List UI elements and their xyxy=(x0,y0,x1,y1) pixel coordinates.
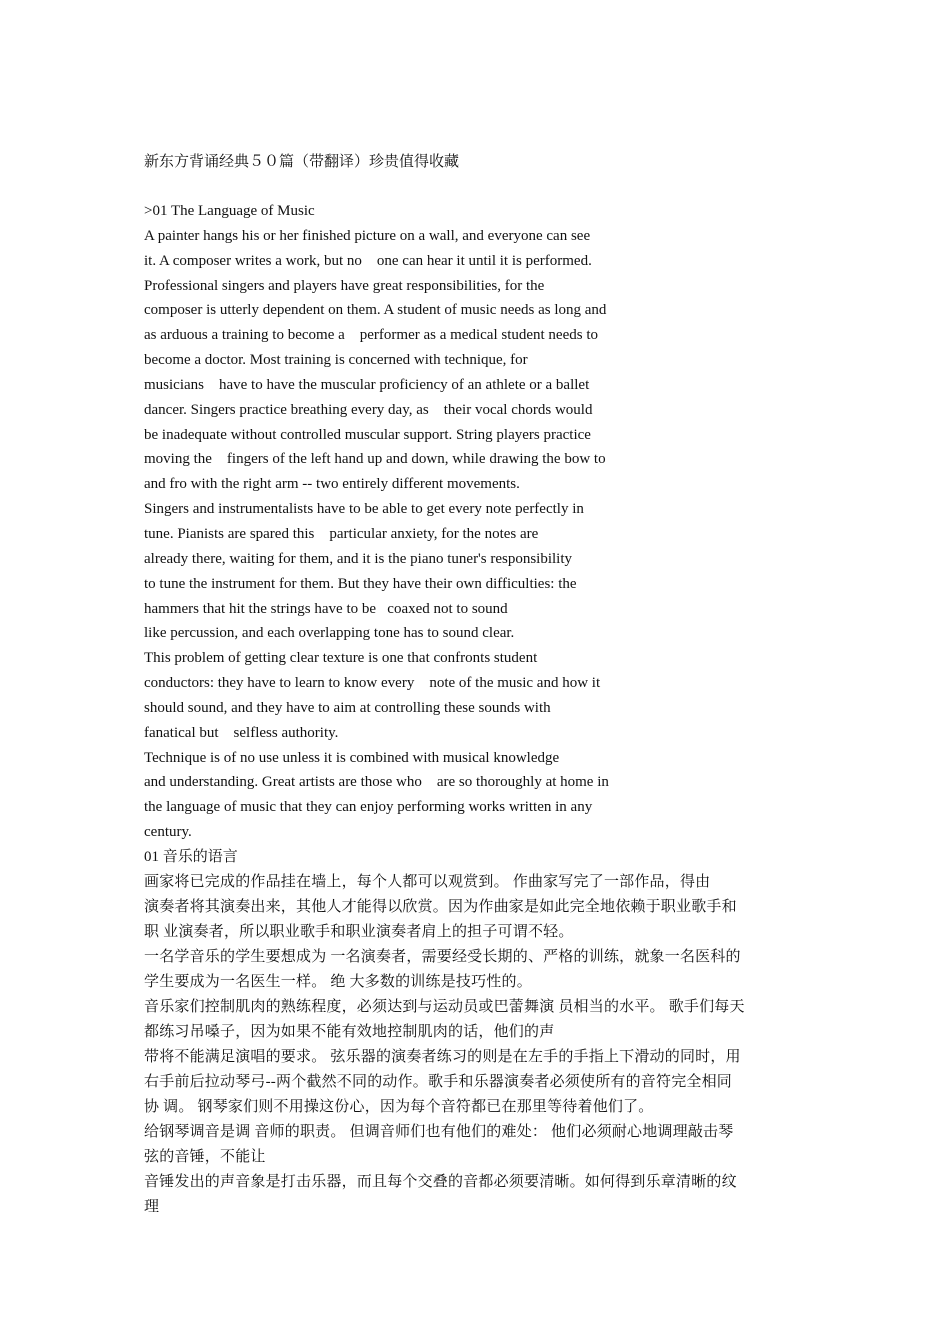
chinese-line: 演奏者将其演奏出来，其他人才能得以欣赏。因为作曲家是如此完全地依赖于职业歌手和 xyxy=(144,899,737,915)
english-line: as arduous a training to become a performer as a medical student needs to xyxy=(144,327,599,344)
english-line: to tune the instrument for them. But they have their own difficulties: the xyxy=(144,575,577,592)
chinese-line: 带将不能满足演唱的要求。 弦乐器的演奏者练习的则是在左手的手指上下滑动的同时，用 xyxy=(144,1049,741,1065)
english-line: moving the fingers of the left hand up and down, while drawing the bow to xyxy=(144,451,606,468)
chinese-line: 学生要成为一名医生一样。 绝 大多数的训练是技巧性的。 xyxy=(144,974,532,990)
english-line: conductors: they have to learn to know every note of the music and how it xyxy=(144,675,601,692)
english-line: century. xyxy=(144,824,192,841)
english-line: be inadequate without controlled muscular support. String players practice xyxy=(144,426,591,443)
english-line: Professional singers and players have great responsibilities, for the xyxy=(144,277,545,294)
english-line: become a doctor. Most training is concerned with technique, for xyxy=(144,352,528,369)
chinese-line: 弦的音锤，不能让 xyxy=(144,1149,266,1165)
english-line: A painter hangs his or her finished picture on a wall, and everyone can see xyxy=(144,227,591,244)
chinese-line: 理 xyxy=(144,1199,160,1215)
english-line: tune. Pianists are spared this particular anxiety, for the notes are xyxy=(144,525,539,542)
english-line: fanatical but selfless authority. xyxy=(144,724,339,741)
english-line: the language of music that they can enjoy performing works written in any xyxy=(144,799,593,816)
chinese-line: 协 调。 钢琴家们则不用操这份心，因为每个音符都已在那里等待着他们了。 xyxy=(144,1099,654,1115)
chinese-line: 画家将已完成的作品挂在墙上，每个人都可以观赏到。 作曲家写完了一部作品，得由 xyxy=(144,874,711,890)
section-heading-chinese: 01 音乐的语言 xyxy=(144,848,238,865)
chinese-line: 给钢琴调音是调 音师的职责。 但调音师们也有他们的难处： 他们必须耐心地调理敲击琴 xyxy=(144,1124,734,1140)
chinese-line: 右手前后拉动琴弓--两个截然不同的动作。歌手和乐器演奏者必须使所有的音符完全相同 xyxy=(144,1074,732,1090)
chinese-line: 音乐家们控制肌肉的熟练程度，必须达到与运动员或巴蕾舞演 员相当的水平。 歌手们每天 xyxy=(144,999,745,1015)
english-line: Singers and instrumentalists have to be able to get every note perfectly in xyxy=(144,501,584,518)
english-line: hammers that hit the strings have to be coaxed not to sound xyxy=(144,600,508,617)
chinese-line: 音锤发出的声音象是打击乐器，而且每个交叠的音都必须要清晰。如何得到乐章清晰的纹 xyxy=(144,1174,737,1190)
chinese-line: 都练习吊嗓子，因为如果不能有效地控制肌肉的话，他们的声 xyxy=(144,1024,555,1040)
english-line: and understanding. Great artists are those who are so thoroughly at home in xyxy=(144,774,609,791)
english-line: composer is utterly dependent on them. A student of music needs as long and xyxy=(144,302,607,319)
english-line: and fro with the right arm -- two entirely different movements. xyxy=(144,476,520,493)
english-line: it. A composer writes a work, but no one can hear it until it is performed. xyxy=(144,252,592,269)
chinese-line: 职 业演奏者，所以职业歌手和职业演奏者肩上的担子可谓不轻。 xyxy=(144,924,574,940)
english-line: musicians have to have the muscular proficiency of an athlete or a ballet xyxy=(144,376,590,393)
document-title: 新东方背诵经典５０篇（带翻译）珍贵值得收藏 xyxy=(144,154,460,170)
english-passage xyxy=(144,199,704,870)
english-line: already there, waiting for them, and it is the piano tuner's responsibility xyxy=(144,550,573,567)
english-line: dancer. Singers practice breathing every day, as their vocal chords would xyxy=(144,401,593,418)
chinese-translation xyxy=(144,870,808,1220)
english-line: like percussion, and each overlapping tone has to sound clear. xyxy=(144,625,515,642)
section-heading-english: >01 The Language of Music xyxy=(144,203,315,219)
english-line: This problem of getting clear texture is one that confronts student xyxy=(144,650,538,667)
english-line: Technique is of no use unless it is combined with musical knowledge xyxy=(144,749,560,766)
english-line: should sound, and they have to aim at controlling these sounds with xyxy=(144,699,551,716)
chinese-line: 一名学音乐的学生要想成为 一名演奏者，需要经受长期的、严格的训练，就象一名医科的 xyxy=(144,949,741,965)
